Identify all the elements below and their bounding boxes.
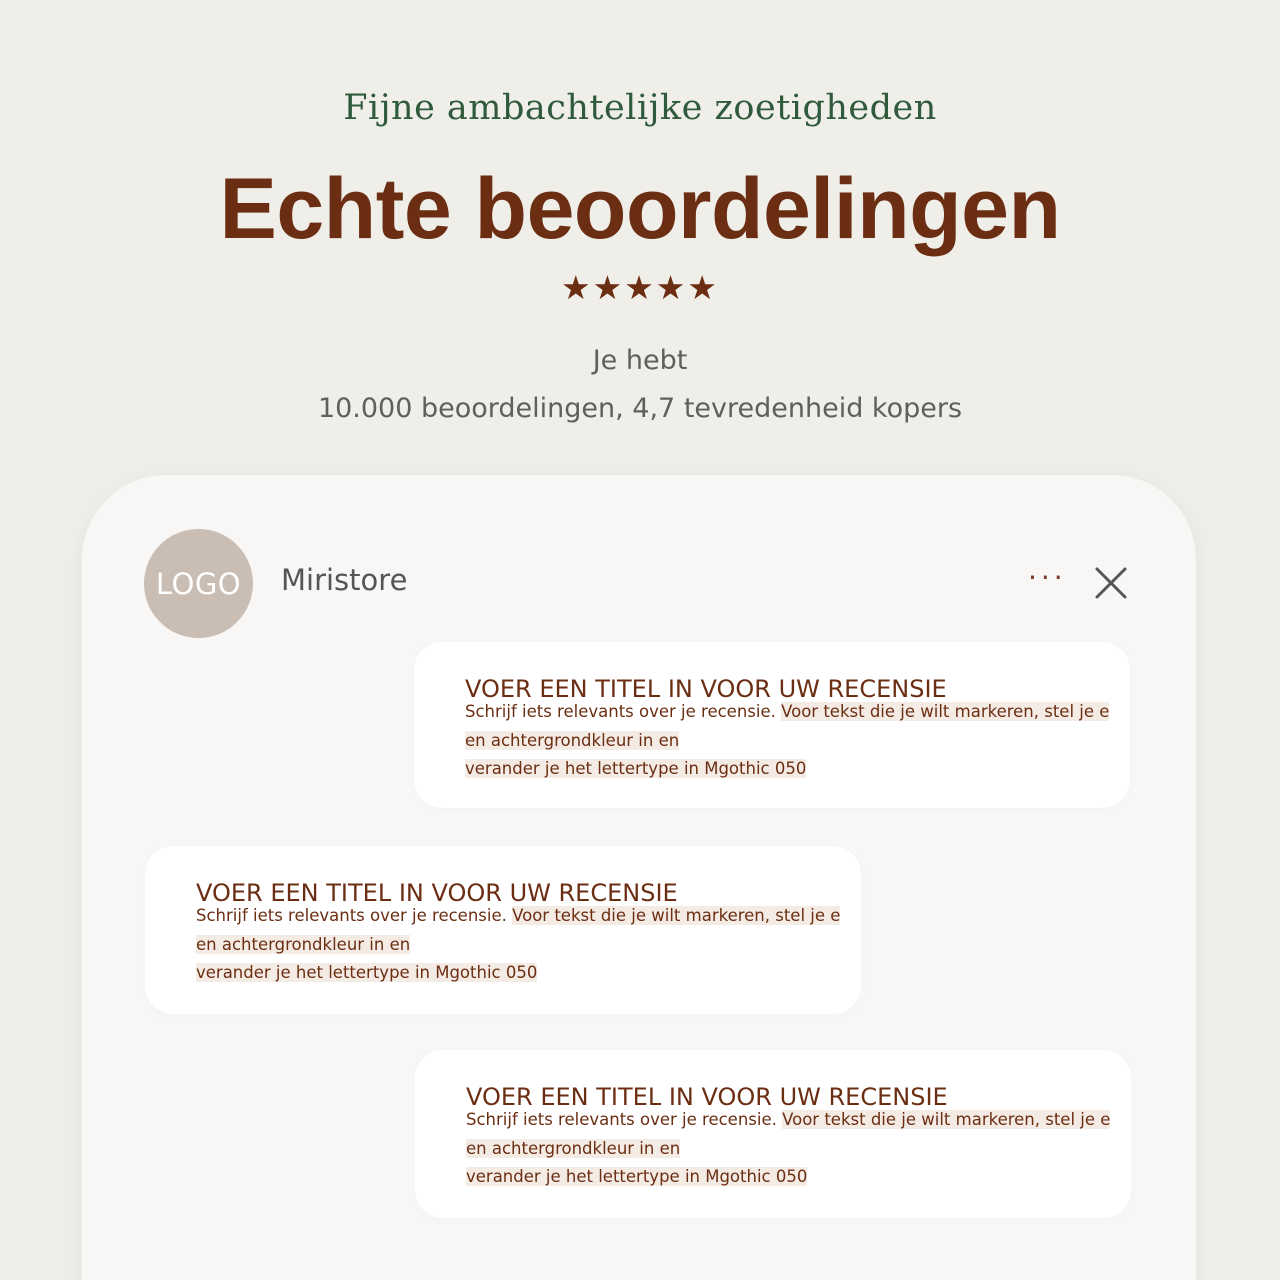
- review-title: VOER EEN TITEL IN VOOR UW RECENSIE: [466, 1083, 948, 1106]
- review-highlight: Voor tekst die je wilt markeren, stel je e: [782, 1110, 1111, 1129]
- review-highlight: Voor tekst die je wilt markeren, stel je e: [781, 702, 1110, 721]
- rating-subtitle: Je hebt: [592, 345, 688, 376]
- review-highlight: verander je het lettertype in Mgothic 050: [196, 963, 538, 982]
- review-body: [465, 698, 1110, 784]
- review-highlight: verander je het lettertype in Mgothic 050: [466, 1167, 808, 1186]
- avatar: LOGO: [144, 529, 253, 638]
- review-bubble-3: [415, 1050, 1131, 1218]
- review-body: [196, 902, 841, 988]
- review-body-text: Schrijf iets relevants over je recensie.: [466, 1110, 783, 1129]
- review-body-text: Schrijf iets relevants over je recensie.: [465, 702, 782, 721]
- review-highlight: Voor tekst die je wilt markeren, stel je e: [512, 906, 841, 925]
- review-highlight: en achtergrondkleur in en: [196, 934, 411, 954]
- close-icon[interactable]: [1094, 566, 1128, 600]
- review-highlight: verander je het lettertype in Mgothic 050: [465, 759, 807, 778]
- more-dots-icon[interactable]: ···: [1028, 561, 1067, 594]
- rating-summary: 10.000 beoordelingen, 4,7 tevredenheid kopers: [317, 393, 963, 424]
- review-bubble-2: [145, 846, 861, 1014]
- review-highlight: en achtergrondkleur in en: [465, 730, 680, 750]
- page-headline: Echte beoordelingen: [219, 161, 1061, 257]
- review-bubble-1: [414, 642, 1130, 808]
- review-body: [466, 1106, 1111, 1192]
- review-title: VOER EEN TITEL IN VOOR UW RECENSIE: [465, 675, 947, 698]
- store-name: Miristore: [281, 563, 408, 597]
- rating-stars: ★★★★★: [561, 268, 719, 307]
- review-title: VOER EEN TITEL IN VOOR UW RECENSIE: [196, 879, 678, 902]
- review-body-text: Schrijf iets relevants over je recensie.: [196, 906, 513, 925]
- review-highlight: en achtergrondkleur in en: [466, 1138, 681, 1158]
- eyebrow-title: Fijne ambachtelijke zoetigheden: [343, 88, 937, 128]
